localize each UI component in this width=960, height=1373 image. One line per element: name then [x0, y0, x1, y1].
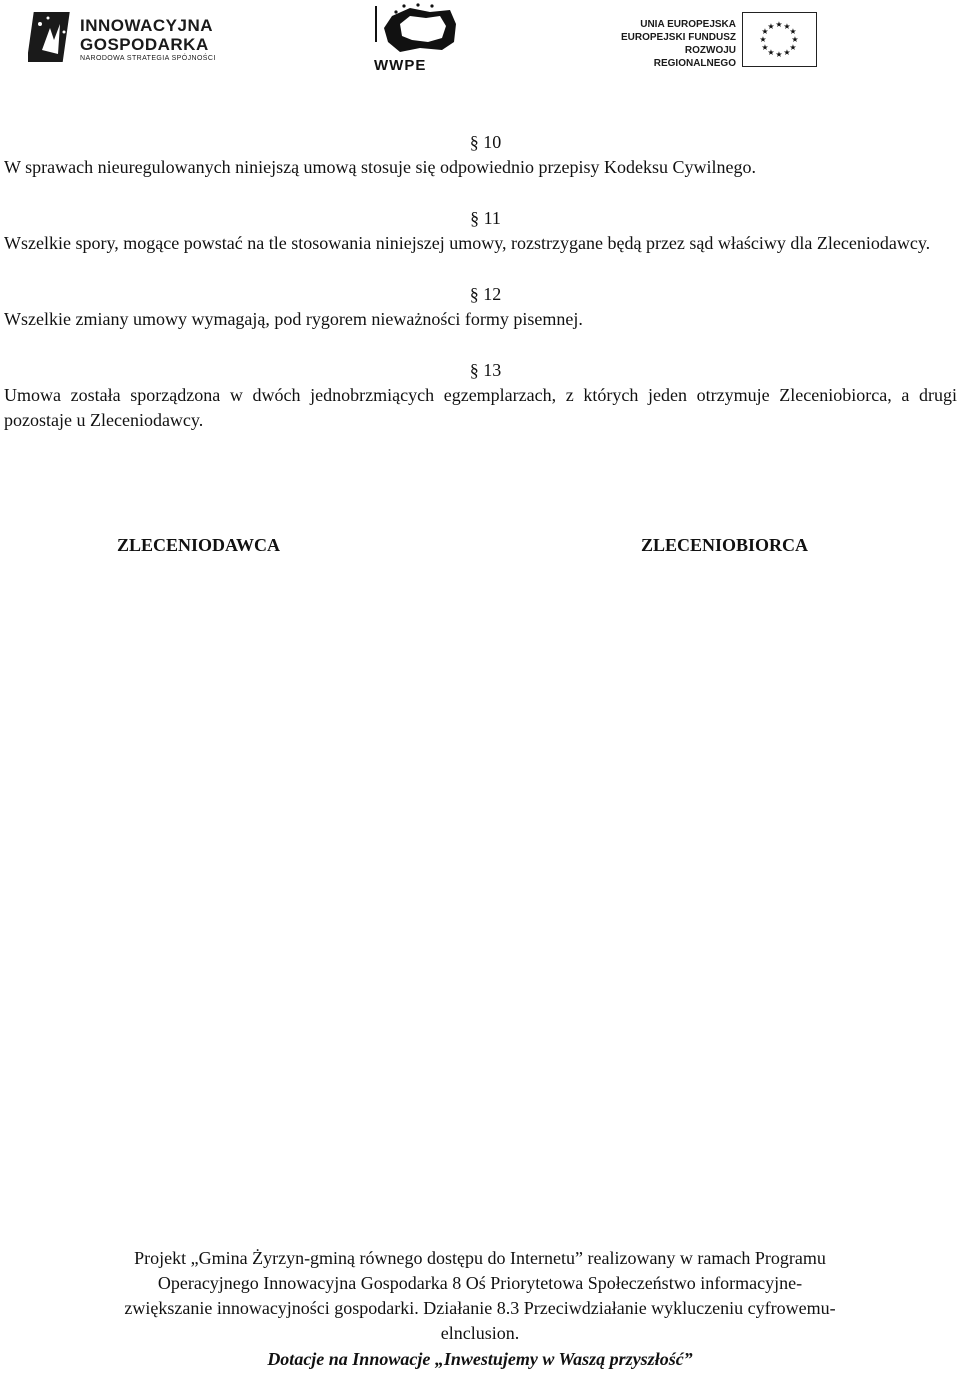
svg-text:★: ★	[775, 50, 783, 59]
logo-left-line1: INNOWACYJNA	[80, 16, 214, 35]
svg-text:★: ★	[759, 35, 767, 44]
section-12	[4, 282, 957, 332]
logo-right-line2: EUROPEJSKI FUNDUSZ	[620, 32, 736, 43]
wwpe-logo	[370, 2, 462, 74]
page-footer	[0, 1246, 960, 1372]
poland-map-icon	[370, 2, 462, 58]
innowacyjna-gospodarka-emblem-icon	[28, 10, 76, 66]
wwpe-logo-text: WWPE	[374, 57, 427, 74]
section-text: Wszelkie spory, mogące powstać na tle stosowania niniejszej umowy, rozstrzygane będą przez sąd właściwy dla Zleceniodawcy.	[4, 233, 931, 253]
svg-text:★: ★	[761, 27, 769, 36]
signature-zleceniodawca: ZLECENIODAWCA	[117, 535, 281, 555]
section-heading: § 10	[469, 132, 502, 152]
section-text: W sprawach nieuregulowanych niniejszą umową stosuje się odpowiednio przepisy Kodeksu Cywilnego.	[4, 157, 757, 177]
svg-text:★: ★	[789, 43, 797, 52]
svg-text:★: ★	[761, 43, 769, 52]
logo-left-line2: GOSPODARKA	[80, 35, 209, 54]
footer-line4: elnclusion.	[440, 1323, 520, 1343]
section-text: Wszelkie zmiany umowy wymagają, pod rygorem nieważności formy pisemnej.	[4, 309, 583, 329]
logo-right-line1: UNIA EUROPEJSKA	[640, 19, 736, 30]
svg-text:★: ★	[789, 27, 797, 36]
innowacyjna-gospodarka-logo	[28, 10, 218, 66]
footer-line2: Operacyjnego Innowacyjna Gospodarka 8 Oś Priorytetowa Społeczeństwo informacyjne-	[157, 1273, 803, 1293]
svg-text:★: ★	[767, 22, 775, 31]
footer-line1: Projekt „Gmina Żyrzyn-gminą równego dostępu do Internetu” realizowany w ramach Programu	[134, 1248, 826, 1268]
svg-text:★: ★	[767, 48, 775, 57]
footer-line3: zwiększanie innowacyjności gospodarki. Działanie 8.3 Przeciwdziałanie wykluczeniu cyfrowemu-	[124, 1298, 836, 1318]
svg-text:★: ★	[791, 35, 799, 44]
eu-logo	[612, 12, 822, 70]
svg-text:★: ★	[775, 20, 783, 29]
eu-flag-icon	[742, 12, 817, 67]
svg-text:★: ★	[783, 48, 791, 57]
logo-left-line3: NARODOWA STRATEGIA SPÓJNOŚCI	[80, 55, 216, 62]
section-10	[4, 130, 957, 180]
section-13	[4, 358, 957, 433]
section-heading: § 12	[469, 284, 502, 304]
section-heading: § 13	[469, 360, 502, 380]
logo-right-line3: ROZWOJU REGIONALNEGO	[653, 45, 736, 69]
footer-slogan: Dotacje na Innowacje „Inwestujemy w Waszą przyszłość”	[267, 1349, 693, 1369]
section-11	[4, 206, 957, 256]
document-body	[4, 130, 957, 459]
section-text: Umowa została sporządzona w dwóch jednobrzmiących egzemplarzach, z których jeden otrzymuje Zleceniobiorca, a drugi pozostaje u Zleceniodawcy.	[4, 385, 957, 430]
svg-text:★: ★	[783, 22, 791, 31]
page-header	[0, 0, 960, 80]
section-heading: § 11	[470, 208, 501, 228]
signature-zleceniobiorca: ZLECENIOBIORCA	[641, 535, 809, 555]
